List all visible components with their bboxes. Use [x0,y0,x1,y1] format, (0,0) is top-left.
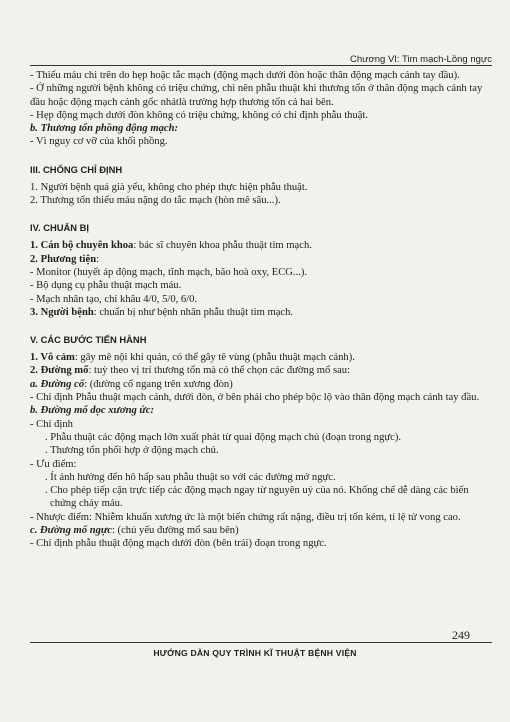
s5-item-2 [30,364,488,377]
intro-line-3: - Hẹp động mạch dưới đòn không có triệu chứng, không có chỉ định phẫu thuật. [30,109,369,121]
s4-item-2-line-2: - Bộ dụng cụ phẫu thuật mạch máu. [30,280,182,292]
s5-b-chi-dinh: - Chỉ định [30,418,73,430]
page-content [30,69,488,551]
s5-item-1-text: : gây mê nội khí quản, có thể gây tê vùng (phẫu thuật mạch cảnh). [74,352,355,364]
intro-b-line: - Vì nguy cơ vỡ của khối phồng. [30,136,168,148]
s5-item-1-label: 1. Vô cảm [30,352,75,364]
s4-item-1-label: 1. Cán bộ chuyên khoa [30,240,134,252]
section-5-title: V. CÁC BƯỚC TIẾN HÀNH [30,334,147,346]
s3-line-2: 2. Thương tổn thiếu máu nặng do tắc mạch (hòn mê sâu...). [30,195,281,207]
footer-divider [30,642,492,643]
s5-b-uu-diem: - Ưu điểm: [30,458,77,470]
s5-b-chi-dinh-2: . Thương tổn phối hợp ở động mạch chủ. [45,445,219,457]
s5-c-label: c. Đường mổ ngực [30,525,112,537]
section-4-title: IV. CHUẨN BỊ [30,222,90,234]
s4-item-3-label: 3. Người bệnh [30,306,94,318]
header-divider [30,65,492,66]
s3-line-1: 1. Người bệnh quá già yếu, không cho phép thực hiện phẫu thuật. [30,181,308,193]
s5-a-text: : (đường cổ ngang trên xương đòn) [84,378,233,390]
chapter-header: Chương VI: Tim mạch-Lồng ngực [350,54,492,65]
s5-b-chi-dinh-1: . Phẫu thuật các động mạch lớn xuất phát từ quai động mạch chủ (đoạn trong ngực). [45,431,401,443]
s5-c-line: - Chỉ định phẫu thuật động mạch dưới đòn (bên trái) đoạn trong ngực. [30,538,327,550]
s4-item-1 [30,239,488,252]
s5-a-line: - Chỉ định Phẫu thuật mạch cảnh, dưới đòn, ở bên phải cho phép bộc lộ vào thân động mạch cánh tay đầu. [30,392,480,404]
s5-c-text: : (chủ yếu đường mổ sau bên) [111,525,239,537]
page-number: 249 [452,628,470,642]
s4-item-1-text: : bác sĩ chuyên khoa phẫu thuật tim mạch. [133,240,312,252]
intro-line-2: - Ở những người bệnh không có triệu chứng, chỉ nên phẫu thuật khi thương tổn ở thân động mạch cánh tay đầu hoặc động mạch cảnh gốc nhátlà trường hợp thương tổn cả hai bên. [30,83,483,108]
intro-line-1: - Thiếu máu chi trên do hẹp hoặc tắc mạch (động mạch dưới đòn hoặc thân động mạch cánh tay đầu). [30,70,460,81]
s5-c [30,524,488,537]
s5-b-label: b. Đường mổ dọc xương ức: [30,405,154,417]
book-title-footer: HƯỚNG DẪN QUY TRÌNH KĨ THUẬT BỆNH VIỆN [153,648,357,658]
s4-item-2 [30,253,488,266]
s5-a-label: a. Đường cổ [30,378,85,390]
intro-b-heading: b. Thương tổn phồng động mạch: [30,123,179,135]
s4-item-2-line-3: - Mạch nhân tạo, chỉ khâu 4/0, 5/0, 6/0. [30,293,198,305]
s5-b-uu-diem-1: . Ít ảnh hưởng đến hô hấp sau phẫu thuật so với các đường mở ngực. [45,471,336,483]
section-3-title: III. CHỐNG CHỈ ĐỊNH [30,163,123,175]
s4-item-3 [30,306,488,319]
s5-item-2-text: : tuỳ theo vị trí thương tổn mà có thể chọn các đường mổ sau: [88,365,351,377]
s4-item-3-text: : chuẩn bị như bệnh nhân phẫu thuật tim mạch. [93,306,294,318]
s5-a [30,378,488,391]
s4-item-2-text: : [96,253,100,265]
s5-item-2-label: 2. Đường mổ [30,365,89,377]
s5-item-1 [30,351,488,364]
s5-b-nhuoc-diem: - Nhược điểm: Nhiễm khuẩn xương ức là một biến chứng rất nặng, điều trị tốn kém, tỉ lệ tử vong cao. [30,511,461,523]
s4-item-2-line-1: - Monitor (huyết áp động mạch, tĩnh mạch, bão hoà oxy, ECG...). [30,266,308,278]
s4-item-2-label: 2. Phương tiện [30,253,97,265]
s5-b-uu-diem-2: . Cho phép tiếp cận trực tiếp các động mạch ngay từ nguyên uỷ của nó. Khống chế dễ dàng các biến chứng chảy máu. [45,485,469,510]
